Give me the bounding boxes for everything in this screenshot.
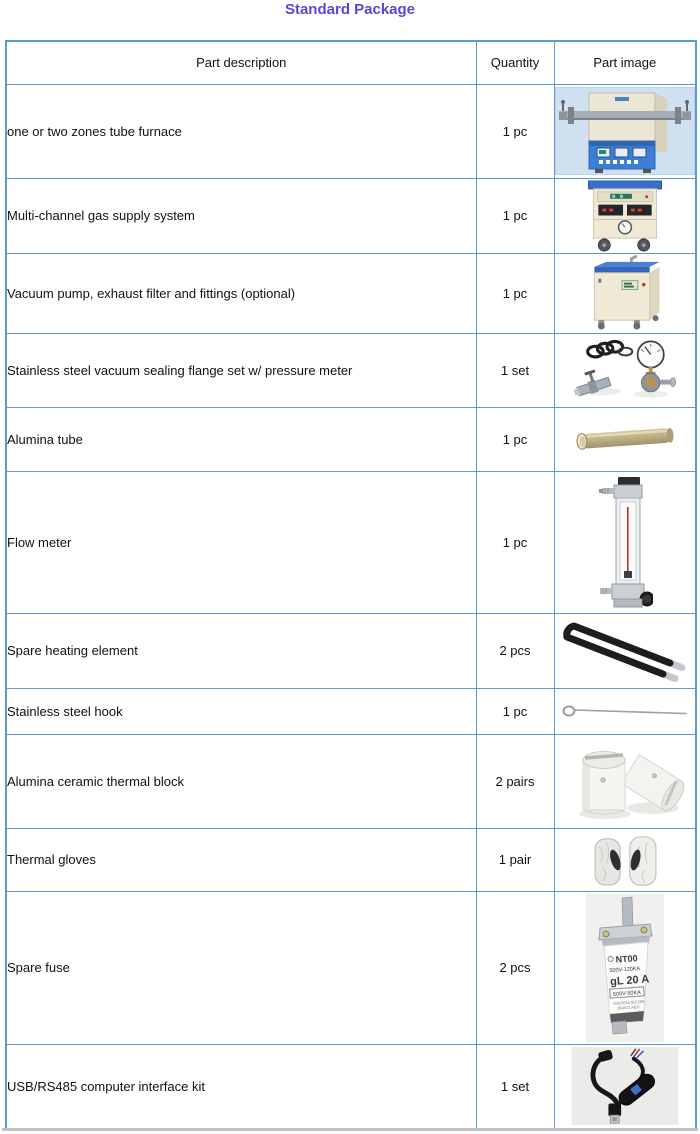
table-bottom-shadow [2, 1128, 698, 1131]
flow-meter-image [597, 475, 653, 609]
part-image-cell [554, 828, 696, 891]
fuse-model-text: NT00 [615, 952, 638, 965]
part-description-cell: Thermal gloves [6, 828, 476, 891]
part-description-cell: Spare heating element [6, 613, 476, 688]
fuse-extra-text: JB4011 AEG [616, 1003, 640, 1011]
fuse-cert-text: VDE0636 IEC269 [612, 998, 645, 1006]
table-row [6, 84, 696, 178]
fuse-sub-rating-text: 500V-50KA [612, 989, 641, 998]
part-image-cell [554, 178, 696, 253]
part-description-cell: one or two zones tube furnace [6, 84, 476, 178]
table-row [6, 891, 696, 1044]
fuse-rating-text: 500V-120KA [608, 965, 641, 974]
part-image-cell [554, 613, 696, 688]
usb-rs485-kit-image [571, 1047, 679, 1125]
standard-package-table [5, 40, 697, 1130]
quantity-cell: 1 pc [476, 688, 554, 734]
quantity-cell: 1 pc [476, 84, 554, 178]
table-row [6, 613, 696, 688]
table-row [6, 253, 696, 333]
part-description-cell: Multi-channel gas supply system [6, 178, 476, 253]
table-row [6, 471, 696, 613]
heating-element-image [558, 620, 692, 682]
ceramic-thermal-block-image [565, 738, 685, 824]
quantity-cell: 1 set [476, 1044, 554, 1129]
table-row [6, 178, 696, 253]
header-part-image: Part image [554, 41, 696, 84]
table-row [6, 734, 696, 828]
stainless-steel-hook-image [560, 703, 690, 719]
table-row [6, 1044, 696, 1129]
table-row [6, 828, 696, 891]
vacuum-flange-set-image [569, 338, 681, 402]
quantity-cell: 1 pair [476, 828, 554, 891]
part-image-cell [554, 688, 696, 734]
vacuum-pump-image [580, 255, 670, 332]
tube-furnace-image [555, 87, 695, 175]
part-description-cell: Flow meter [6, 471, 476, 613]
part-image-cell [554, 1044, 696, 1129]
quantity-cell: 2 pairs [476, 734, 554, 828]
part-image-cell [554, 407, 696, 471]
part-description-cell: Spare fuse [6, 891, 476, 1044]
thermal-gloves-image [582, 831, 668, 889]
quantity-cell: 2 pcs [476, 891, 554, 1044]
table-row [6, 333, 696, 407]
quantity-cell: 2 pcs [476, 613, 554, 688]
part-description-cell: Stainless steel hook [6, 688, 476, 734]
part-image-cell [554, 471, 696, 613]
part-description-cell: Stainless steel vacuum sealing flange set w/ pressure meter [6, 333, 476, 407]
part-image-cell [554, 891, 696, 1044]
part-image-cell [554, 253, 696, 333]
quantity-cell: 1 pc [476, 178, 554, 253]
part-description-cell: Alumina tube [6, 407, 476, 471]
part-image-cell [554, 333, 696, 407]
quantity-cell: 1 set [476, 333, 554, 407]
part-description-cell: Vacuum pump, exhaust filter and fittings (optional) [6, 253, 476, 333]
fuse-amp-text: gL 20 A [609, 972, 650, 988]
header-part-description: Part description [6, 41, 476, 84]
spare-fuse-image [586, 894, 664, 1042]
quantity-cell: 1 pc [476, 253, 554, 333]
alumina-tube-image [571, 418, 679, 460]
part-description-cell: Alumina ceramic thermal block [6, 734, 476, 828]
header-row [6, 41, 696, 84]
part-image-cell [554, 734, 696, 828]
page-title: Standard Package [284, 1, 416, 18]
quantity-cell: 1 pc [476, 407, 554, 471]
part-image-cell [554, 84, 696, 178]
table-row [6, 407, 696, 471]
gas-supply-system-image [580, 179, 670, 252]
part-description-cell: USB/RS485 computer interface kit [6, 1044, 476, 1129]
header-quantity: Quantity [476, 41, 554, 84]
table-row [6, 688, 696, 734]
quantity-cell: 1 pc [476, 471, 554, 613]
